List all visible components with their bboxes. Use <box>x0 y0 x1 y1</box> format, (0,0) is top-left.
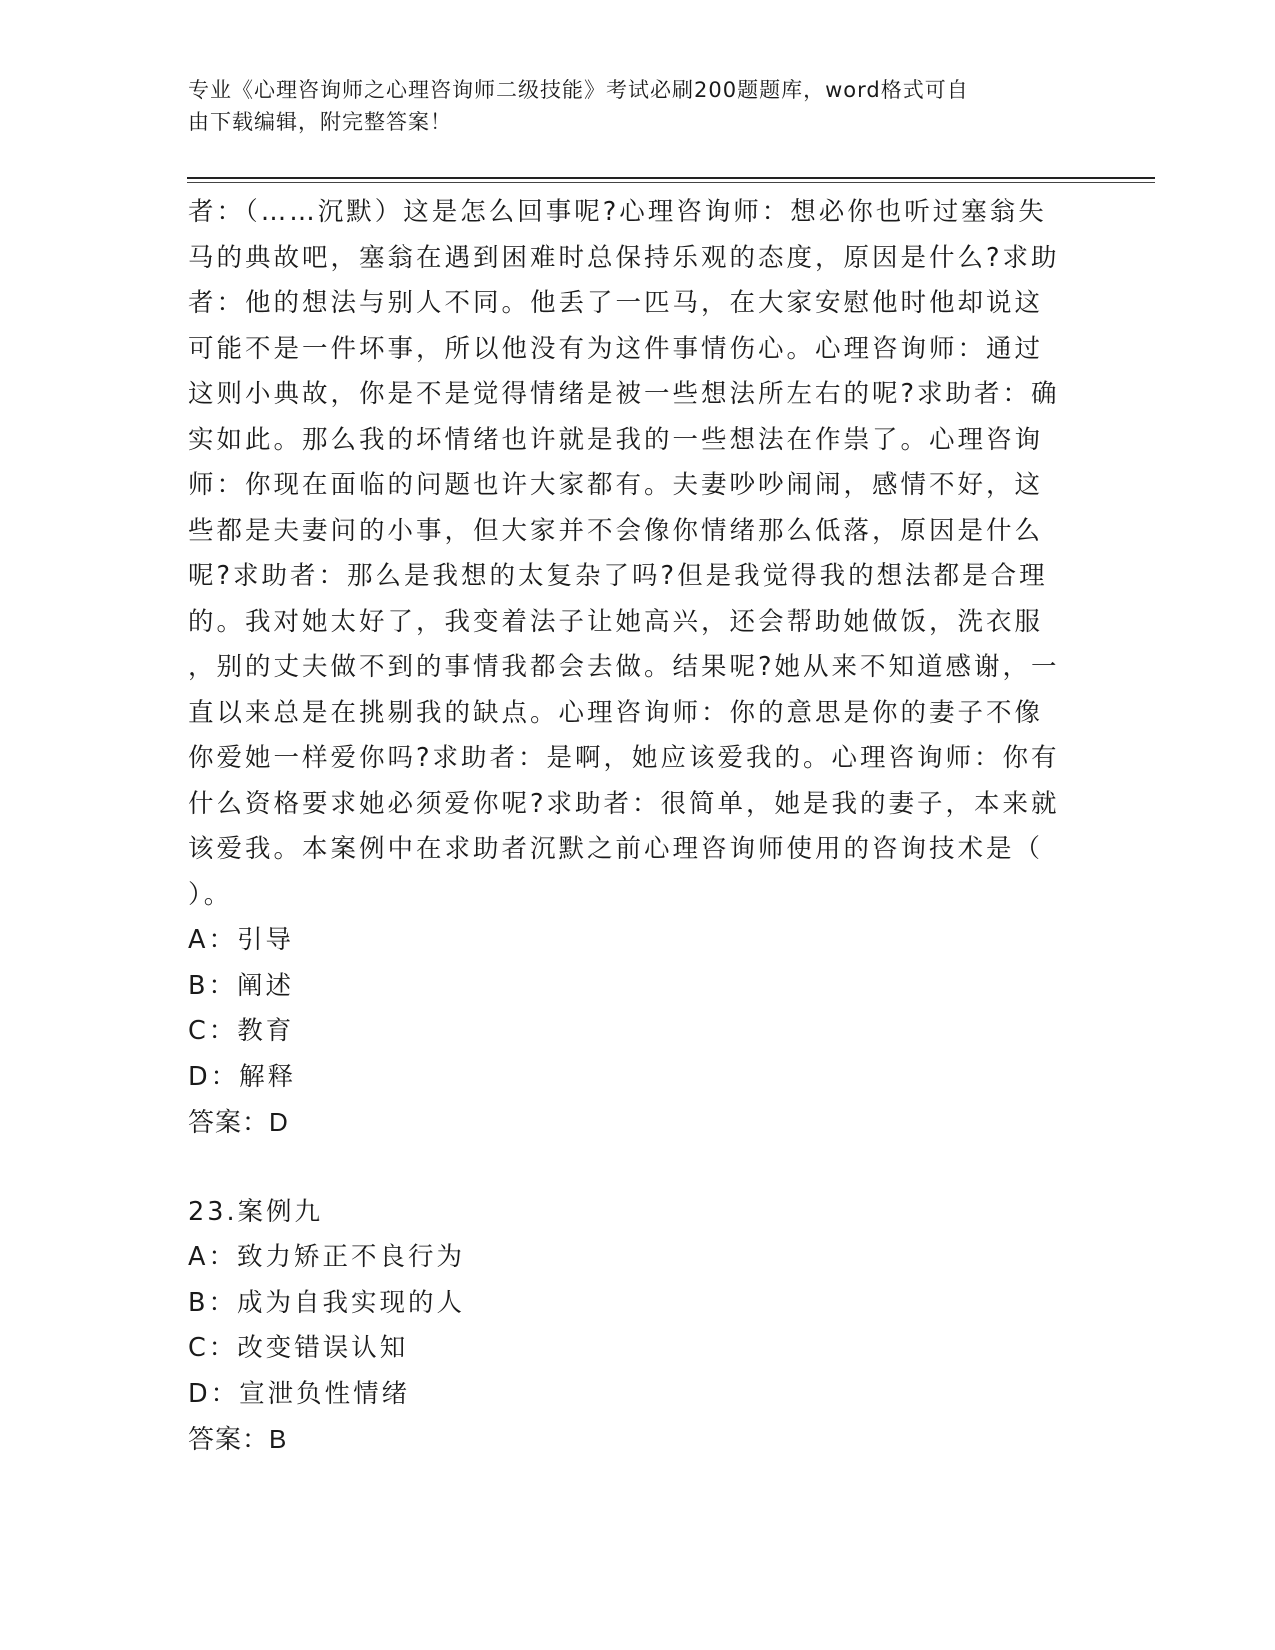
stem-line: 这则小典故，你是不是觉得情绪是被一些想法所左右的呢?求助者：确 <box>188 379 1060 409</box>
option-c: C：教育 <box>188 1016 295 1046</box>
stem-line: 者：他的想法与别人不同。他丢了一匹马，在大家安慰他时他却说这 <box>188 288 1044 318</box>
stem-line: 些都是夫妻问的小事，但大家并不会像你情绪那么低落，原因是什么 <box>188 515 1044 546</box>
header-line-1: 专业《心理咨询师之心理咨询师二级技能》考试必刷200题题库，word格式可自 <box>188 78 969 102</box>
header-divider-thin <box>187 182 1155 183</box>
question-23-answer: 答案：B <box>188 1424 288 1454</box>
stem-line: 你爱她一样爱你吗?求助者：是啊，她应该爱我的。心理咨询师：你有 <box>188 743 1060 773</box>
stem-line: ，别的丈夫做不到的事情我都会去做。结果呢?她从来不知道感谢，一 <box>188 652 1060 682</box>
stem-line: 马的典故吧，塞翁在遇到困难时总保持乐观的态度，原因是什么?求助 <box>188 242 1060 273</box>
stem-line: 呢?求助者：那么是我想的太复杂了吗?但是我觉得我的想法都是合理 <box>188 561 1048 591</box>
stem-line: 可能不是一件坏事，所以他没有为这件事情伤心。心理咨询师：通过 <box>188 333 1044 364</box>
option-d: D：宣泄负性情绪 <box>188 1378 411 1409</box>
stem-line: 直以来总是在挑剔我的缺点。心理咨询师：你的意思是你的妻子不像 <box>188 697 1044 728</box>
option-b: B：成为自我实现的人 <box>188 1287 465 1318</box>
question-22-options <box>188 918 1088 1100</box>
option-d: D：解释 <box>188 1061 297 1092</box>
stem-line: ）。 <box>188 879 233 910</box>
header-divider-thick <box>187 177 1155 179</box>
question-23-options <box>188 1235 1088 1417</box>
question-23-title: 23.案例九 <box>188 1196 324 1227</box>
stem-line: 的。我对她太好了，我变着法子让她高兴，还会帮助她做饭，洗衣服 <box>188 606 1044 637</box>
option-a: A：致力矫正不良行为 <box>188 1242 465 1272</box>
stem-line: 什么资格要求她必须爱你呢?求助者：很简单，她是我的妻子，本来就 <box>188 788 1060 819</box>
header-line-2: 由下载编辑，附完整答案！ <box>188 110 452 134</box>
stem-line: 师：你现在面临的问题也许大家都有。夫妻吵吵闹闹，感情不好，这 <box>188 470 1044 500</box>
question-22-stem <box>188 190 1088 918</box>
option-b: B：阐述 <box>188 970 294 1001</box>
question-22-answer: 答案：D <box>188 1107 289 1137</box>
document-body <box>188 190 1088 1463</box>
stem-line: 者：（……沉默）这是怎么回事呢?心理咨询师：想必你也听过塞翁失 <box>188 197 1047 227</box>
option-a: A：引导 <box>188 925 294 955</box>
question-spacer <box>188 1146 1088 1190</box>
stem-line: 该爱我。本案例中在求助者沉默之前心理咨询师使用的咨询技术是（ <box>188 834 1044 864</box>
document-header <box>188 74 1068 138</box>
option-c: C：改变错误认知 <box>188 1333 409 1363</box>
stem-line: 实如此。那么我的坏情绪也许就是我的一些想法在作祟了。心理咨询 <box>188 424 1044 455</box>
